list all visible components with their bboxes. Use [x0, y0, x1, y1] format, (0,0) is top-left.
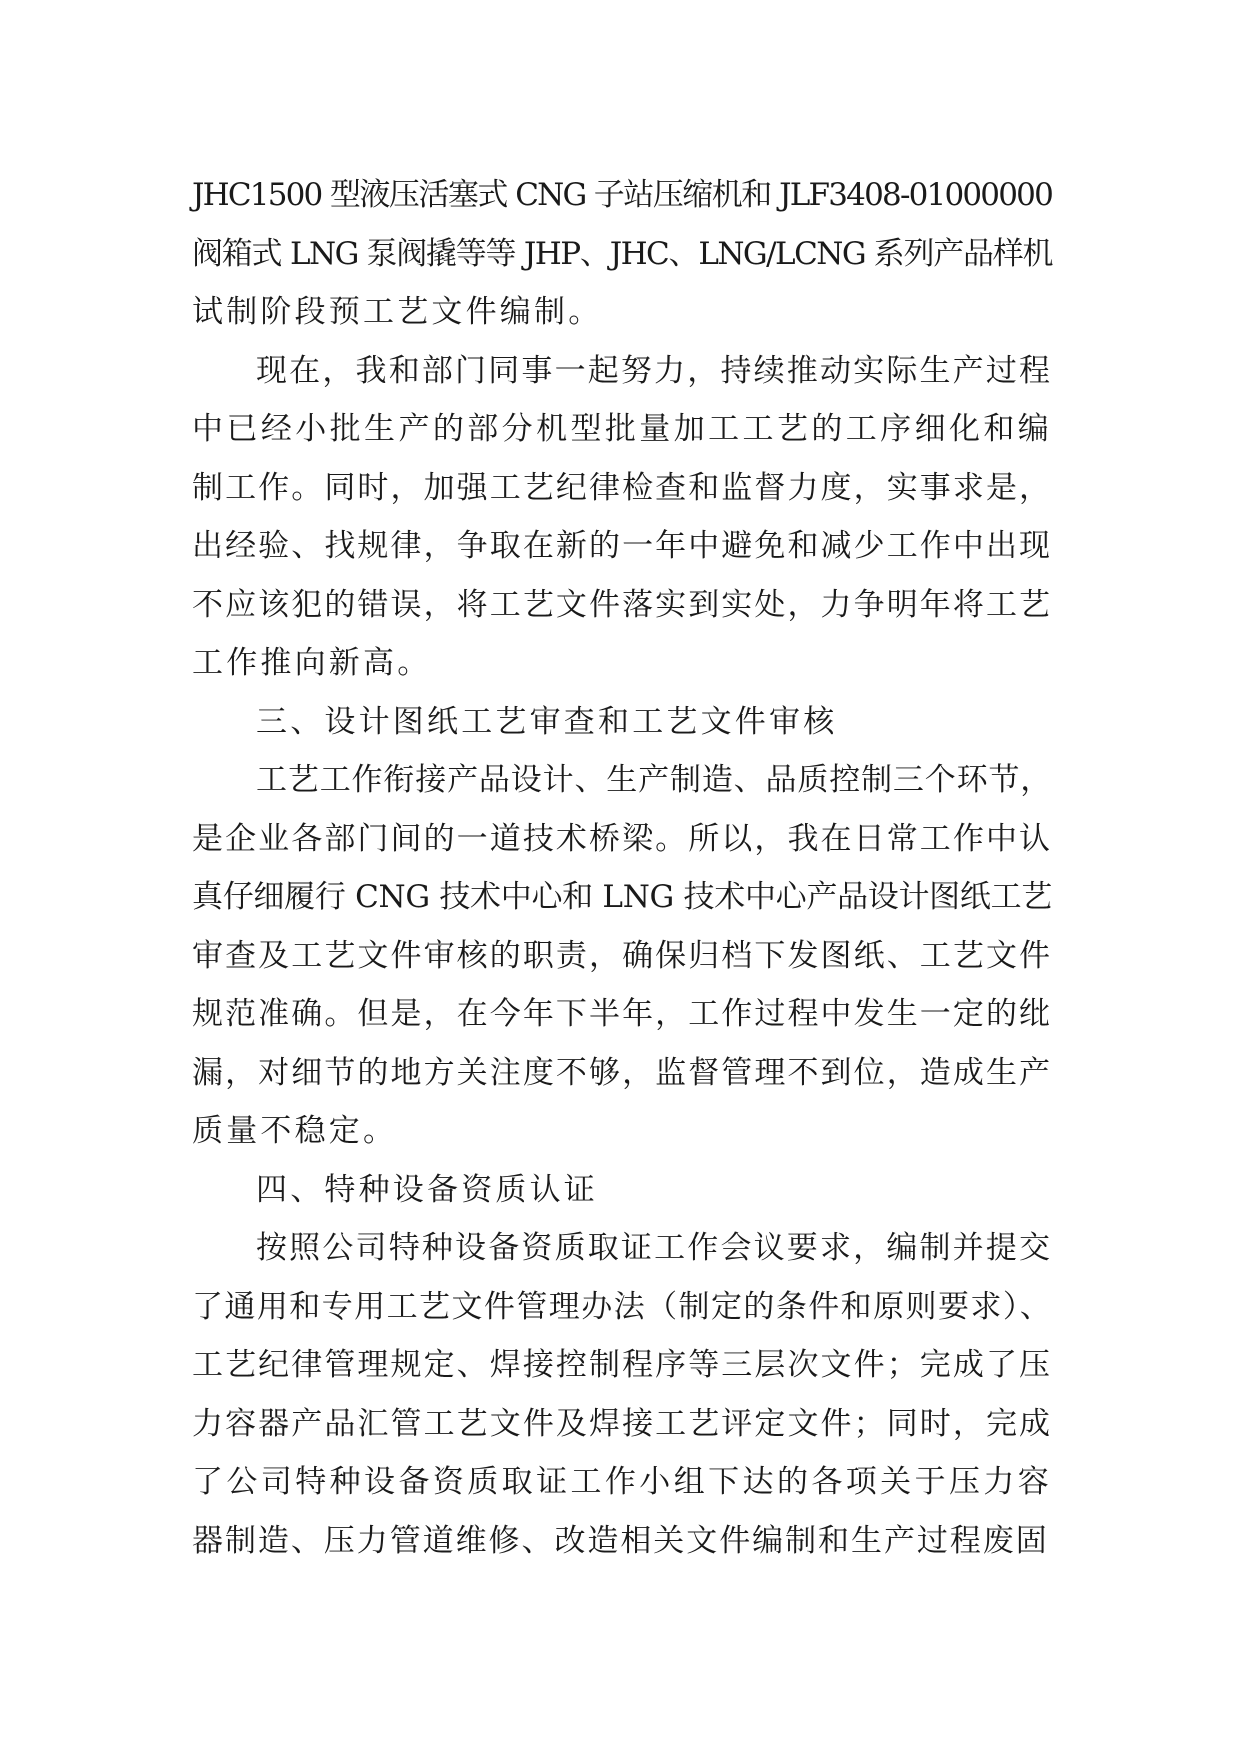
text-line: 工作推向新高。	[192, 645, 432, 681]
text-line: 不应该犯的错误，将工艺文件落实到实处，力争明年将工艺	[192, 586, 1052, 623]
text-line: 质量不稳定。	[192, 1113, 398, 1149]
text-line: 四、特种设备资质认证	[256, 1171, 598, 1208]
text-line: 现在，我和部门同事一起努力，持续推动实际生产过程	[256, 352, 1052, 389]
text-line: 力容器产品汇管工艺文件及焊接工艺评定文件；同时，完成	[192, 1405, 1052, 1442]
paragraph	[192, 342, 1052, 693]
text-line: 工艺工作衔接产品设计、生产制造、品质控制三个环节，	[256, 762, 1052, 798]
text-line: 中已经小批生产的部分机型批量加工工艺的工序细化和编	[192, 411, 1052, 447]
text-line: 审查及工艺文件审核的职责，确保归档下发图纸、工艺文件	[192, 937, 1052, 974]
text-line: 按照公司特种设备资质取证工作会议要求，编制并提交	[256, 1230, 1052, 1266]
text-line: 漏，对细节的地方关注度不够，监督管理不到位，造成生产	[192, 1054, 1052, 1091]
text-line: 真仔细履行 CNG 技术中心和 LNG 技术中心产品设计图纸工艺	[192, 879, 1052, 915]
text-line: 了通用和专用工艺文件管理办法（制定的条件和原则要求）、	[192, 1288, 1052, 1325]
text-line: JHC1500 型液压活塞式 CNG 子站压缩机和 JLF3408-01000000	[192, 177, 1052, 213]
text-line: 试制阶段预工艺文件编制。	[192, 294, 603, 330]
paragraph	[192, 1219, 1052, 1570]
text-line: 三、设计图纸工艺审查和工艺文件审核	[256, 703, 838, 740]
text-line: 规范准确。但是，在今年下半年，工作过程中发生一定的纰	[192, 996, 1052, 1032]
text-line: 器制造、压力管道维修、改造相关文件编制和生产过程废固	[192, 1522, 1049, 1559]
paragraph	[192, 1161, 1052, 1220]
text-line: 制工作。同时，加强工艺纪律检查和监督力度，实事求是，	[192, 469, 1052, 506]
text-line: 出经验、找规律，争取在新的一年中避免和减少工作中出现	[192, 528, 1052, 564]
paragraph	[192, 166, 1052, 342]
text-line: 工艺纪律管理规定、焊接控制程序等三层次文件；完成了压	[192, 1347, 1052, 1383]
paragraph	[192, 751, 1052, 1161]
paragraph	[192, 693, 1052, 752]
text-line: 是企业各部门间的一道技术桥梁。所以，我在日常工作中认	[192, 820, 1052, 857]
document-body	[192, 166, 1052, 1570]
text-line: 阀箱式 LNG 泵阀撬等等 JHP、JHC、LNG/LCNG 系列产品样机	[192, 235, 1052, 272]
text-line: 了公司特种设备资质取证工作小组下达的各项关于压力容	[192, 1464, 1052, 1500]
